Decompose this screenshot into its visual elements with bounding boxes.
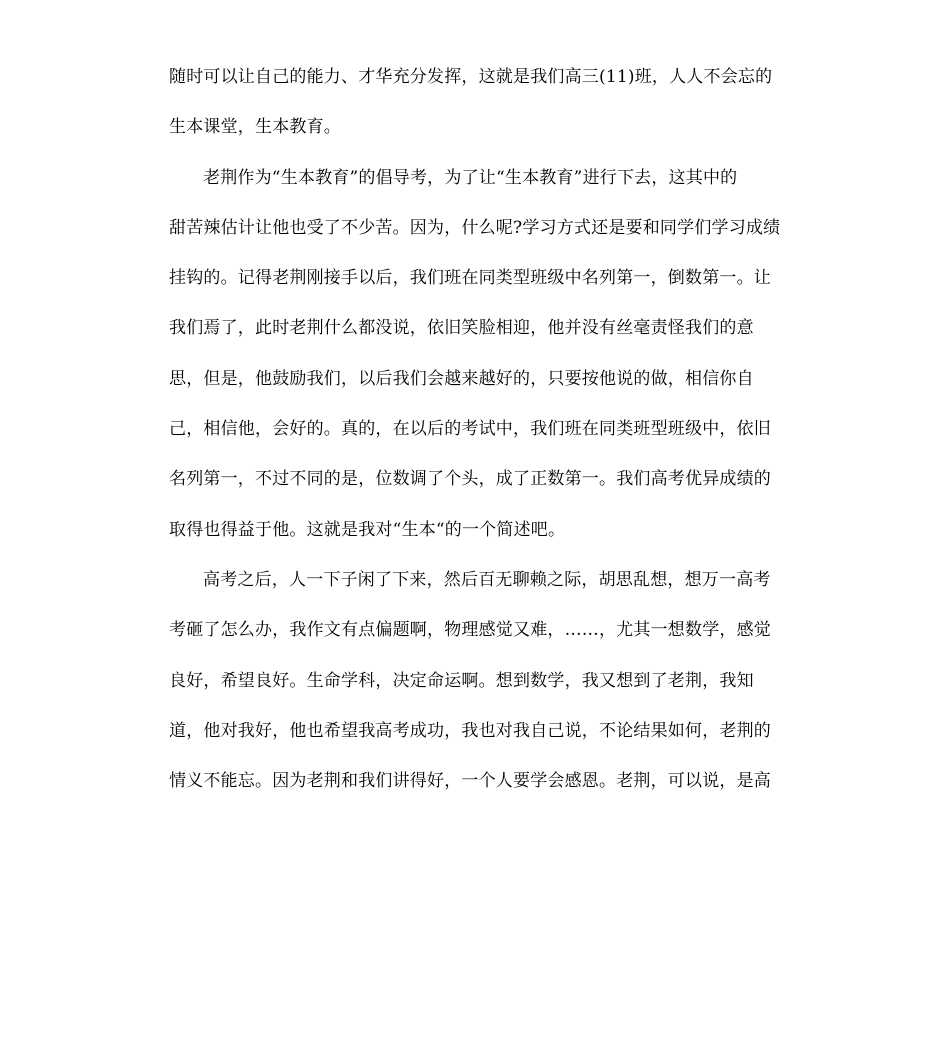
text-line: 随时可以让自己的能力、才华充分发挥，这就是我们高三(11)班，人人不会忘的 — [169, 67, 773, 87]
text-line: 甜苦辣估计让他也受了不少苦。因为，什么呢?学习方式还是要和同学们学习成绩 — [169, 217, 781, 238]
text-line: 己，相信他，会好的。真的，在以后的考试中，我们班在同类班型班级中，依旧 — [169, 419, 771, 440]
text-line: 名列第一，不过不同的是，位数调了个头，成了正数第一。我们高考优异成绩的 — [169, 469, 771, 490]
body-text — [169, 63, 789, 817]
text-line: 取得也得益于他。这就是我对“生本“的一个简述吧。 — [169, 519, 566, 540]
text-line: 考砸了怎么办，我作文有点偏题啊，物理感觉又难，……，尤其一想数学，感觉 — [169, 620, 771, 641]
text-line: 思，但是，他鼓励我们，以后我们会越来越好的，只要按他说的做，相信你自 — [169, 368, 754, 389]
text-line: 挂钩的。记得老荆刚接手以后，我们班在同类型班级中名列第一，倒数第一。让 — [169, 268, 771, 289]
text-line: 情义不能忘。因为老荆和我们讲得好，一个人要学会感恩。老荆，可以说，是高 — [169, 771, 771, 792]
paragraph-start-line: 老荆作为“生本教育”的倡导考，为了让“生本教育”进行下去，这其中的 — [203, 167, 738, 188]
text-line: 生本课堂，生本教育。 — [169, 117, 341, 138]
text-line: 良好，希望良好。生命学科，决定命运啊。想到数学，我又想到了老荆，我知 — [169, 670, 754, 691]
text-line: 道，他对我好，他也希望我高考成功，我也对我自己说，不论结果如何，老荆的 — [169, 720, 771, 741]
paragraph-start-line: 高考之后，人一下子闲了下来，然后百无聊赖之际，胡思乱想，想万一高考 — [203, 569, 771, 590]
text-line: 我们焉了，此时老荆什么都没说，依旧笑脸相迎，他并没有丝毫责怪我们的意 — [169, 318, 754, 339]
